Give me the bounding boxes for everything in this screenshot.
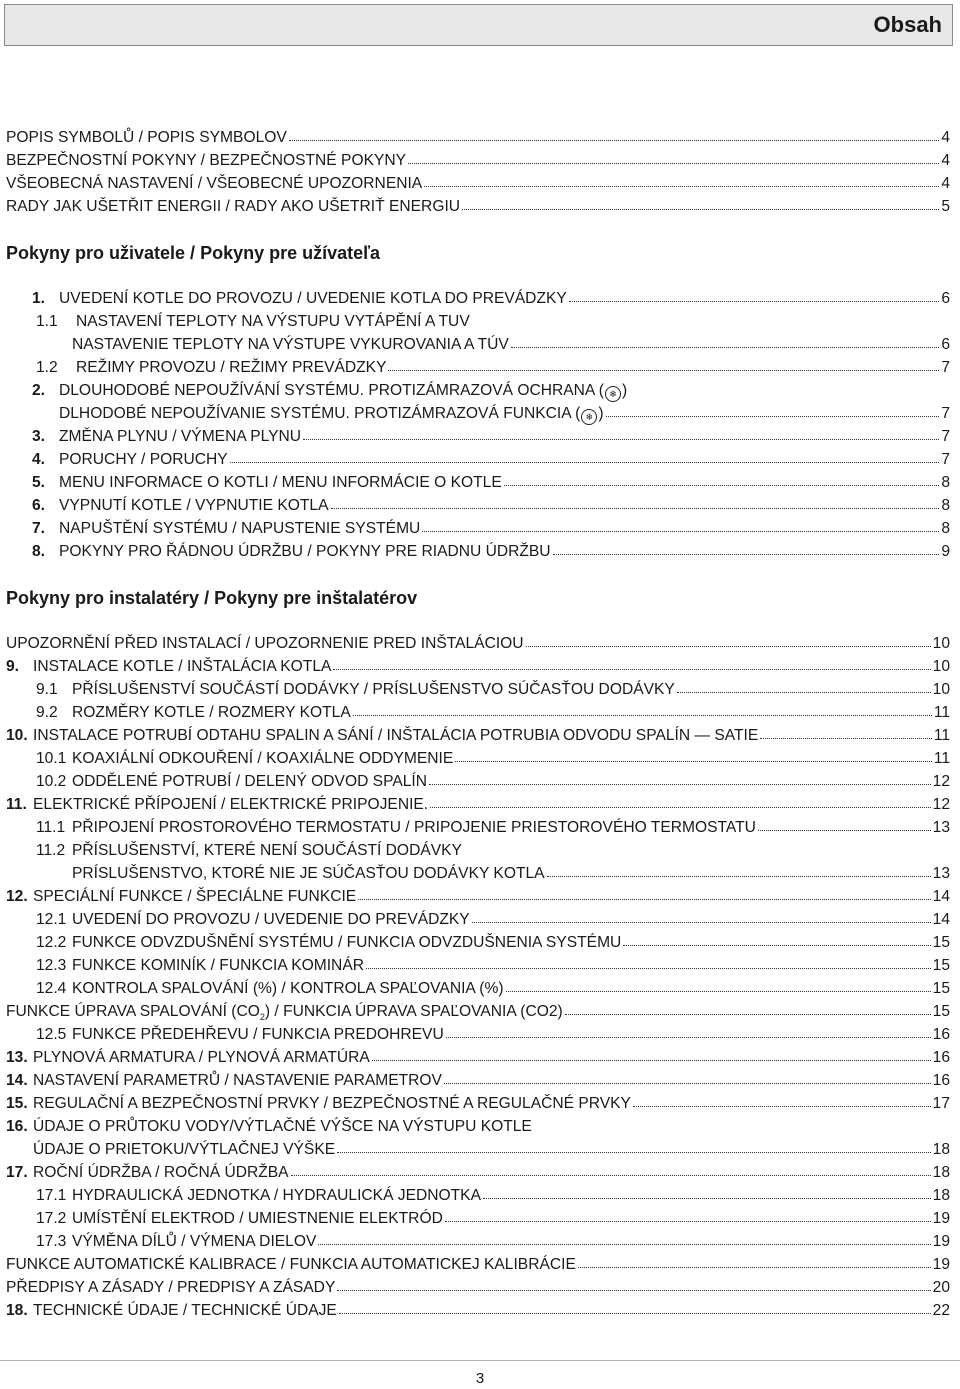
dot-leader bbox=[633, 1105, 931, 1107]
toc-entry-page: 6 bbox=[941, 290, 950, 307]
toc-entry-number: 4. bbox=[32, 451, 46, 468]
dot-leader bbox=[455, 760, 932, 762]
toc-entry[interactable] bbox=[6, 862, 950, 885]
toc-entry[interactable] bbox=[6, 793, 950, 816]
toc-entry[interactable] bbox=[6, 655, 950, 678]
toc-entry-page: 15 bbox=[932, 934, 950, 951]
toc-entry-page: 13 bbox=[932, 819, 950, 836]
toc-entry-label: DLOUHODOBÉ NEPOUŽÍVÁNÍ SYSTÉMU. PROTIZÁMRAZOVÁ OCHRANA ( bbox=[59, 382, 604, 399]
toc-entry[interactable] bbox=[6, 448, 950, 471]
toc-entry-number: 12.1 bbox=[36, 911, 67, 928]
dot-leader bbox=[408, 162, 939, 164]
toc-entry-label: UPOZORNĚNÍ PŘED INSTALACÍ / UPOZORNENIE PRED INŠTALÁCIOU bbox=[6, 635, 524, 652]
toc-entry[interactable] bbox=[6, 425, 950, 448]
dot-leader bbox=[446, 1036, 931, 1038]
toc-entry-label: KOAXIÁLNÍ ODKOUŘENÍ / KOAXIÁLNE ODDYMENIE bbox=[72, 750, 454, 767]
dot-leader bbox=[353, 714, 932, 716]
toc-entry[interactable] bbox=[6, 287, 950, 310]
toc-entry-number: 13. bbox=[6, 1049, 28, 1066]
dot-leader bbox=[291, 1174, 931, 1176]
toc-entry-label: VYPNUTÍ KOTLE / VYPNUTIE KOTLA bbox=[59, 497, 329, 514]
toc-entry[interactable] bbox=[6, 1000, 950, 1023]
dot-leader bbox=[331, 507, 940, 509]
dot-leader bbox=[606, 415, 940, 417]
toc-entry-page: 13 bbox=[932, 865, 950, 882]
dot-leader bbox=[623, 944, 930, 946]
toc-entry-label: PŘIPOJENÍ PROSTOROVÉHO TERMOSTATU / PRIPOJENIE PRIESTOROVÉHO TERMOSTATU bbox=[72, 819, 756, 836]
dot-leader bbox=[388, 369, 939, 371]
toc-entry-page: 4 bbox=[941, 152, 950, 169]
toc-entry-number: 17.1 bbox=[36, 1187, 67, 1204]
toc-entry-page: 5 bbox=[941, 198, 950, 215]
dot-leader bbox=[303, 438, 939, 440]
toc-entry-label: ROČNÍ ÚDRŽBA / ROČNÁ ÚDRŽBA bbox=[33, 1164, 289, 1181]
page-title: Obsah bbox=[873, 12, 942, 37]
toc-entry-label: MENU INFORMACE O KOTLI / MENU INFORMÁCIE O KOTLE bbox=[59, 474, 502, 491]
dot-leader bbox=[424, 185, 939, 187]
toc-entry[interactable] bbox=[6, 1299, 950, 1322]
toc-entry[interactable] bbox=[6, 908, 950, 931]
toc-entry-number: 11.2 bbox=[36, 842, 66, 859]
toc-entry[interactable] bbox=[6, 770, 950, 793]
toc-entry-number: 11.1 bbox=[36, 819, 66, 836]
toc-entry-page: 22 bbox=[932, 1302, 950, 1319]
toc-entry-number: 1. bbox=[32, 290, 46, 307]
toc-entry-label: BEZPEČNOSTNÍ POKYNY / BEZPEČNOSTNÉ POKYNY bbox=[6, 152, 407, 169]
toc-entry-label: FUNKCE KOMINÍK / FUNKCIA KOMINÁR bbox=[72, 957, 364, 974]
toc-entry-number: 3. bbox=[32, 428, 46, 445]
toc-entry-page: 7 bbox=[941, 359, 950, 376]
toc-entry-label: INSTALACE KOTLE / INŠTALÁCIA KOTLA bbox=[33, 658, 332, 675]
toc-entry[interactable] bbox=[6, 1184, 950, 1207]
dot-leader bbox=[230, 461, 940, 463]
toc-entry-label: FUNKCE AUTOMATICKÉ KALIBRACE / FUNKCIA AUTOMATICKEJ KALIBRÁCIE bbox=[6, 1256, 576, 1273]
dot-leader bbox=[506, 990, 931, 992]
dot-leader bbox=[445, 1220, 931, 1222]
toc-entry-page: 7 bbox=[941, 451, 950, 468]
table-of-contents bbox=[6, 126, 950, 1322]
dot-leader bbox=[472, 921, 931, 923]
dot-leader bbox=[337, 1289, 930, 1291]
toc-entry-label-end: ) bbox=[621, 382, 628, 399]
toc-entry-label: DLHODOBÉ NEPOUŽÍVANIE SYSTÉMU. PROTIZÁMRAZOVÁ FUNKCIA ( bbox=[59, 405, 581, 422]
dot-leader bbox=[339, 1312, 931, 1314]
toc-entry[interactable] bbox=[6, 678, 950, 701]
toc-entry-label: REGULAČNÍ A BEZPEČNOSTNÍ PRVKY / BEZPEČNOSTNÉ A REGULAČNÉ PRVKY bbox=[33, 1095, 631, 1112]
toc-entry-page: 15 bbox=[932, 980, 950, 997]
toc-entry-page: 10 bbox=[932, 658, 950, 675]
toc-entry[interactable] bbox=[6, 149, 950, 172]
toc-entry-label: UVEDENÍ DO PROVOZU / UVEDENIE DO PREVÁDZKY bbox=[72, 911, 470, 928]
toc-entry-label: INSTALACE POTRUBÍ ODTAHU SPALIN A SÁNÍ / INŠTALÁCIA POTRUBIA ODVODU SPALÍN — SATIE bbox=[33, 727, 759, 744]
toc-entry-label: PŘÍSLUŠENSTVÍ SOUČÁSTÍ DODÁVKY / PRÍSLUŠENSTVO SÚČASŤOU DODÁVKY bbox=[72, 681, 675, 698]
toc-entry[interactable] bbox=[6, 885, 950, 908]
toc-entry-number: 12.2 bbox=[36, 934, 67, 951]
toc-entry-label: POPIS SYMBOLŮ / POPIS SYMBOLOV bbox=[6, 129, 287, 146]
toc-entry[interactable] bbox=[6, 356, 950, 379]
toc-entry-page: 10 bbox=[932, 635, 950, 652]
dot-leader bbox=[526, 645, 931, 647]
toc-entry-page: 14 bbox=[932, 911, 950, 928]
toc-entry-number: 8. bbox=[32, 543, 46, 560]
toc-entry-label: PRÍSLUŠENSTVO, KTORÉ NIE JE SÚČASŤOU DODÁVKY KOTLA bbox=[72, 865, 545, 882]
toc-entry[interactable] bbox=[6, 724, 950, 747]
toc-entry[interactable] bbox=[6, 632, 950, 655]
toc-entry-number: 9.2 bbox=[36, 704, 58, 721]
toc-entry-number: 16. bbox=[6, 1118, 28, 1135]
toc-entry[interactable] bbox=[6, 1230, 950, 1253]
dot-leader bbox=[366, 967, 931, 969]
dot-leader bbox=[760, 737, 932, 739]
toc-entry-number: 12. bbox=[6, 888, 28, 905]
toc-entry-page: 4 bbox=[941, 129, 950, 146]
dot-leader bbox=[422, 530, 939, 532]
toc-entry[interactable] bbox=[6, 1092, 950, 1115]
dot-leader bbox=[333, 668, 930, 670]
toc-entry[interactable] bbox=[6, 1138, 950, 1161]
toc-entry-label: TECHNICKÉ ÚDAJE / TECHNICKÉ ÚDAJE bbox=[33, 1302, 337, 1319]
toc-entry-label: KONTROLA SPALOVÁNÍ (%) / KONTROLA SPAĽOVANIA (%) bbox=[72, 980, 504, 997]
toc-entry-page: 11 bbox=[933, 727, 950, 744]
toc-entry-page: 16 bbox=[932, 1026, 950, 1043]
toc-entry-number: 12.3 bbox=[36, 957, 67, 974]
toc-entry-number: 5. bbox=[32, 474, 46, 491]
toc-entry-page: 18 bbox=[932, 1187, 950, 1204]
toc-entry[interactable] bbox=[6, 839, 950, 862]
toc-entry-page: 15 bbox=[932, 957, 950, 974]
toc-entry-label: NASTAVENÍ TEPLOTY NA VÝSTUPU VYTÁPĚNÍ A TUV bbox=[76, 313, 470, 330]
toc-entry-number: 18. bbox=[6, 1302, 28, 1319]
toc-entry-page: 6 bbox=[941, 336, 950, 353]
toc-entry-page: 18 bbox=[932, 1141, 950, 1158]
toc-entry-page: 8 bbox=[941, 497, 950, 514]
toc-entry-label: PŘÍSLUŠENSTVÍ, KTERÉ NENÍ SOUČÁSTÍ DODÁVKY bbox=[72, 842, 462, 859]
toc-entry-number: 10.2 bbox=[36, 773, 67, 790]
toc-entry-label-end: ) / FUNKCIA ÚPRAVA SPAĽOVANIA (CO2) bbox=[264, 1003, 563, 1020]
toc-entry-page: 8 bbox=[941, 474, 950, 491]
toc-entry[interactable] bbox=[6, 333, 950, 356]
toc-entry-number: 9. bbox=[6, 658, 20, 675]
dot-leader bbox=[677, 691, 931, 693]
toc-entry-page: 16 bbox=[932, 1049, 950, 1066]
toc-entry-page: 15 bbox=[932, 1003, 950, 1020]
toc-entry-label: RADY JAK UŠETŘIT ENERGII / RADY AKO UŠETRIŤ ENERGIU bbox=[6, 198, 461, 215]
toc-entry-label: FUNKCE ÚPRAVA SPALOVÁNÍ (CO bbox=[6, 1003, 260, 1020]
dot-leader bbox=[504, 484, 940, 486]
toc-entry-label: ÚDAJE O PRIETOKU/VÝTLAČNEJ VÝŠKE bbox=[33, 1141, 336, 1158]
toc-entry-page: 16 bbox=[932, 1072, 950, 1089]
toc-entry[interactable] bbox=[6, 1115, 950, 1138]
toc-entry[interactable] bbox=[6, 195, 950, 218]
toc-entry-label: FUNKCE ODVZDUŠNĚNÍ SYSTÉMU / FUNKCIA ODVZDUŠNENIA SYSTÉMU bbox=[72, 934, 622, 951]
toc-entry-number: 9.1 bbox=[36, 681, 58, 698]
toc-entry-label: PORUCHY / PORUCHY bbox=[59, 451, 228, 468]
toc-entry-page: 9 bbox=[941, 543, 950, 560]
dot-leader bbox=[358, 898, 930, 900]
dot-leader bbox=[289, 139, 940, 141]
toc-entry-label: ELEKTRICKÉ PŘÍPOJENÍ / ELEKTRICKÉ PRIPOJENIE. bbox=[33, 796, 429, 813]
toc-entry-label: ZMĚNA PLYNU / VÝMENA PLYNU bbox=[59, 428, 302, 445]
dot-leader bbox=[578, 1266, 931, 1268]
toc-entry[interactable] bbox=[6, 1069, 950, 1092]
snowflake-warning-icon: ❄ bbox=[581, 409, 597, 425]
footer-divider bbox=[0, 1360, 960, 1361]
toc-entry-number: 17. bbox=[6, 1164, 28, 1181]
toc-entry[interactable] bbox=[6, 1023, 950, 1046]
toc-entry-page: 12 bbox=[932, 773, 950, 790]
toc-entry-page: 17 bbox=[932, 1095, 950, 1112]
toc-entry-number: 6. bbox=[32, 497, 46, 514]
page-number: 3 bbox=[475, 1370, 485, 1387]
toc-entry-page: 11 bbox=[933, 704, 950, 721]
toc-entry-page: 7 bbox=[941, 405, 950, 422]
toc-entry-label: UMÍSTĚNÍ ELEKTROD / UMIESTNENIE ELEKTRÓD bbox=[72, 1210, 443, 1227]
toc-entry[interactable] bbox=[6, 379, 950, 402]
dot-leader bbox=[569, 300, 940, 302]
dot-leader bbox=[372, 1059, 931, 1061]
toc-entry-page: 4 bbox=[941, 175, 950, 192]
dot-leader bbox=[553, 553, 940, 555]
toc-entry-label: ROZMĚRY KOTLE / ROZMERY KOTLA bbox=[72, 704, 351, 721]
toc-entry[interactable] bbox=[6, 1253, 950, 1276]
toc-entry-page: 20 bbox=[932, 1279, 950, 1296]
section-heading-user: Pokyny pro uživatele / Pokyny pre užívateľa bbox=[6, 243, 381, 263]
toc-entry[interactable] bbox=[6, 1207, 950, 1230]
toc-entry[interactable] bbox=[6, 954, 950, 977]
dot-leader bbox=[483, 1197, 931, 1199]
dot-leader bbox=[547, 875, 931, 877]
toc-entry-number: 10. bbox=[6, 727, 28, 744]
toc-entry[interactable] bbox=[6, 701, 950, 724]
dot-leader bbox=[318, 1243, 930, 1245]
toc-entry-label: POKYNY PRO ŘÁDNOU ÚDRŽBU / POKYNY PRE RIADNU ÚDRŽBU bbox=[59, 543, 551, 560]
toc-entry[interactable] bbox=[6, 977, 950, 1000]
toc-entry-page: 11 bbox=[933, 750, 950, 767]
toc-entry[interactable] bbox=[6, 402, 950, 425]
toc-entry-label-end: ) bbox=[598, 405, 604, 422]
dot-leader bbox=[758, 829, 931, 831]
toc-entry-label: NASTAVENIE TEPLOTY NA VÝSTUPE VYKUROVANIA A TÚV bbox=[72, 336, 509, 353]
toc-entry[interactable] bbox=[6, 494, 950, 517]
toc-entry-label: NAPUŠTĚNÍ SYSTÉMU / NAPUSTENIE SYSTÉMU bbox=[59, 520, 421, 537]
toc-entry[interactable] bbox=[6, 172, 950, 195]
snowflake-warning-icon: ❄ bbox=[605, 386, 621, 402]
toc-entry-label: REŽIMY PROVOZU / REŽIMY PREVÁDZKY bbox=[76, 359, 387, 376]
toc-entry-label: FUNKCE PŘEDEHŘEVU / FUNKCIA PREDOHREVU bbox=[72, 1026, 444, 1043]
toc-entry[interactable] bbox=[6, 517, 950, 540]
toc-entry[interactable] bbox=[6, 126, 950, 149]
dot-leader bbox=[444, 1082, 931, 1084]
toc-entry-number: 2. bbox=[32, 382, 46, 399]
toc-entry-number: 7. bbox=[32, 520, 46, 537]
toc-entry-page: 19 bbox=[932, 1256, 950, 1273]
toc-entry-label: ODDĚLENÉ POTRUBÍ / DELENÝ ODVOD SPALÍN bbox=[72, 773, 427, 790]
toc-entry-label: ÚDAJE O PRŮTOKU VODY/VÝTLAČNÉ VÝŠCE NA VÝSTUPU KOTLE bbox=[33, 1118, 532, 1135]
toc-entry-page: 7 bbox=[941, 428, 950, 445]
toc-entry-label: PŘEDPISY A ZÁSADY / PREDPISY A ZÁSADY bbox=[6, 1279, 336, 1296]
toc-entry[interactable] bbox=[6, 1276, 950, 1299]
toc-entry-page: 8 bbox=[941, 520, 950, 537]
toc-entry[interactable] bbox=[6, 931, 950, 954]
toc-entry[interactable] bbox=[6, 747, 950, 770]
toc-entry[interactable] bbox=[6, 816, 950, 839]
toc-entry-label: VŠEOBECNÁ NASTAVENÍ / VŠEOBECNÉ UPOZORNENIA bbox=[6, 175, 423, 192]
dot-leader bbox=[430, 806, 930, 808]
toc-entry-label: NASTAVENÍ PARAMETRŮ / NASTAVENIE PARAMETROV bbox=[33, 1072, 442, 1089]
toc-entry-number: 15. bbox=[6, 1095, 28, 1112]
toc-entry-page: 14 bbox=[932, 888, 950, 905]
toc-entry-number: 1.2 bbox=[36, 359, 58, 376]
dot-leader bbox=[337, 1151, 931, 1153]
toc-entry-page: 19 bbox=[932, 1233, 950, 1250]
toc-entry-number: 12.5 bbox=[36, 1026, 67, 1043]
toc-entry-label: SPECIÁLNÍ FUNKCE / ŠPECIÁLNE FUNKCIE bbox=[33, 888, 357, 905]
dot-leader bbox=[462, 208, 939, 210]
toc-entry-page: 18 bbox=[932, 1164, 950, 1181]
toc-entry-page: 19 bbox=[932, 1210, 950, 1227]
toc-entry-label: PLYNOVÁ ARMATURA / PLYNOVÁ ARMATÚRA bbox=[33, 1049, 370, 1066]
toc-entry-label: VÝMĚNA DÍLŮ / VÝMENA DIELOV bbox=[72, 1233, 317, 1250]
toc-entry-subscript: 2 bbox=[259, 1012, 265, 1023]
toc-entry-number: 10.1 bbox=[36, 750, 67, 767]
toc-entry-number: 1.1 bbox=[36, 313, 58, 330]
toc-entry-number: 14. bbox=[6, 1072, 28, 1089]
toc-entry[interactable] bbox=[6, 540, 950, 563]
toc-entry-label: HYDRAULICKÁ JEDNOTKA / HYDRAULICKÁ JEDNOTKA bbox=[72, 1187, 481, 1204]
section-heading-installer: Pokyny pro instalatéry / Pokyny pre inštalatérov bbox=[6, 588, 418, 608]
toc-entry[interactable] bbox=[6, 310, 950, 333]
toc-entry[interactable] bbox=[6, 1046, 950, 1069]
toc-entry-number: 12.4 bbox=[36, 980, 67, 997]
toc-entry-page: 12 bbox=[932, 796, 950, 813]
header-bar bbox=[4, 4, 953, 46]
toc-entry-number: 17.3 bbox=[36, 1233, 67, 1250]
toc-entry[interactable] bbox=[6, 471, 950, 494]
dot-leader bbox=[511, 346, 940, 348]
toc-entry-number: 17.2 bbox=[36, 1210, 67, 1227]
dot-leader bbox=[429, 783, 931, 785]
toc-entry-number: 11. bbox=[6, 796, 27, 813]
toc-entry-page: 10 bbox=[932, 681, 950, 698]
dot-leader bbox=[565, 1013, 931, 1015]
toc-entry-label: UVEDENÍ KOTLE DO PROVOZU / UVEDENIE KOTLA DO PREVÁDZKY bbox=[59, 290, 567, 307]
toc-entry[interactable] bbox=[6, 1161, 950, 1184]
